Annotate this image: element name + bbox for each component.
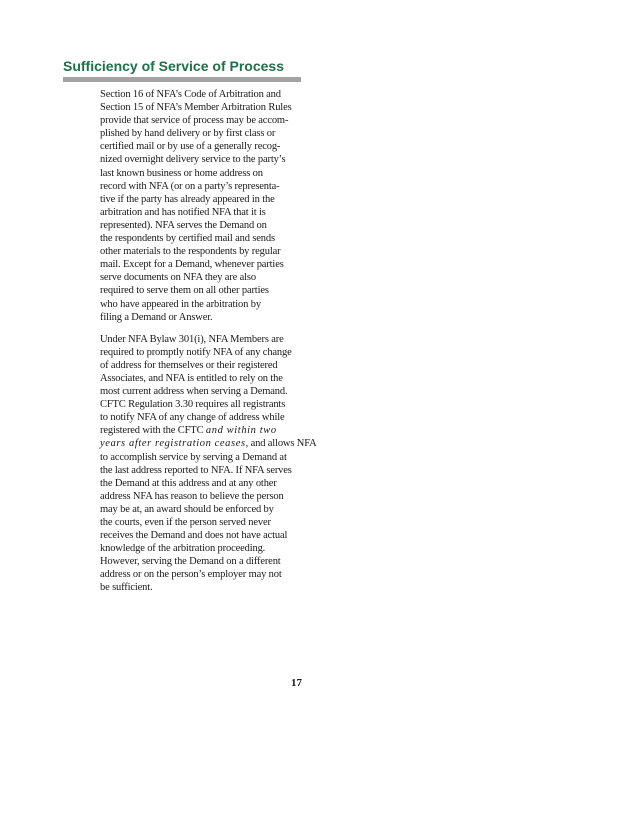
- body-text: [100, 88, 317, 595]
- paragraph-gap: [100, 324, 305, 333]
- text-line: However, serving the Demand on a different: [100, 556, 281, 568]
- text-line: to notify NFA of any change of address while: [100, 412, 285, 424]
- text-line: represented). NFA serves the Demand on: [100, 219, 267, 231]
- title-rule: [63, 77, 301, 82]
- text-line: Associates, and NFA is entitled to rely on the: [100, 372, 283, 384]
- text-line: Section 16 of NFA’s Code of Arbitration and: [100, 89, 281, 100]
- text-line: tive if the party has already appeared in the: [100, 193, 275, 205]
- emphasis-text: and within two: [205, 425, 277, 437]
- text-segment: registered with the CFTC: [100, 425, 206, 437]
- emphasis-text: years after registration ceases: [100, 438, 246, 450]
- text-line: last known business or home address on: [100, 167, 263, 179]
- text-line: certified mail or by use of a generally recog-: [100, 141, 281, 153]
- text-line: [100, 437, 317, 450]
- text-line: [100, 424, 305, 437]
- text-line: who have appeared in the arbitration by: [100, 298, 261, 310]
- text-line: required to promptly notify NFA of any change: [100, 346, 292, 358]
- text-line: filing a Demand or Answer.: [100, 311, 213, 323]
- text-line: CFTC Regulation 3.30 requires all registrants: [100, 399, 286, 411]
- text-line: Section 15 of NFA’s Member Arbitration Rules: [100, 102, 292, 114]
- text-line: nized overnight delivery service to the party’s: [100, 154, 286, 166]
- text-line: most current address when serving a Demand.: [100, 386, 288, 398]
- text-line: of address for themselves or their registered: [100, 359, 278, 371]
- text-line: address NFA has reason to believe the person: [100, 490, 284, 502]
- text-line: record with NFA (or on a party’s representa-: [100, 180, 280, 192]
- paragraph-lines-before: [100, 333, 305, 425]
- page-number: 17: [291, 677, 302, 689]
- text-line: the Demand at this address and at any other: [100, 477, 277, 489]
- text-line: other materials to the respondents by regular: [100, 246, 281, 258]
- text-line: the last address reported to NFA. If NFA serves: [100, 464, 292, 476]
- text-line: required to serve them on all other parties: [100, 285, 269, 297]
- text-line: provide that service of process may be accom-: [100, 115, 289, 127]
- text-line: to accomplish service by serving a Demand at: [100, 451, 287, 463]
- text-line: receives the Demand and does not have actual: [100, 530, 288, 542]
- text-line: arbitration and has notified NFA that it is: [100, 206, 266, 218]
- paragraph-service-rules: [100, 88, 305, 324]
- text-line: be sufficient.: [100, 582, 153, 594]
- text-line: mail. Except for a Demand, whenever parties: [100, 259, 284, 271]
- text-line: serve documents on NFA they are also: [100, 272, 256, 284]
- text-line: may be at, an award should be enforced by: [100, 503, 274, 515]
- paragraph-lines-after: [100, 451, 305, 595]
- paragraph-address-notification: [100, 333, 317, 595]
- text-line: the courts, even if the person served never: [100, 517, 271, 528]
- text-line: knowledge of the arbitration proceeding.: [100, 543, 266, 555]
- text-line: Under NFA Bylaw 301(i), NFA Members are: [100, 333, 284, 345]
- text-line: address or on the person’s employer may not: [100, 569, 282, 581]
- text-segment: , and allows NFA: [245, 438, 317, 450]
- text-line: the respondents by certified mail and sends: [100, 233, 275, 245]
- section-title: Sufficiency of Service of Process: [63, 58, 284, 74]
- text-line: plished by hand delivery or by first class or: [100, 128, 276, 140]
